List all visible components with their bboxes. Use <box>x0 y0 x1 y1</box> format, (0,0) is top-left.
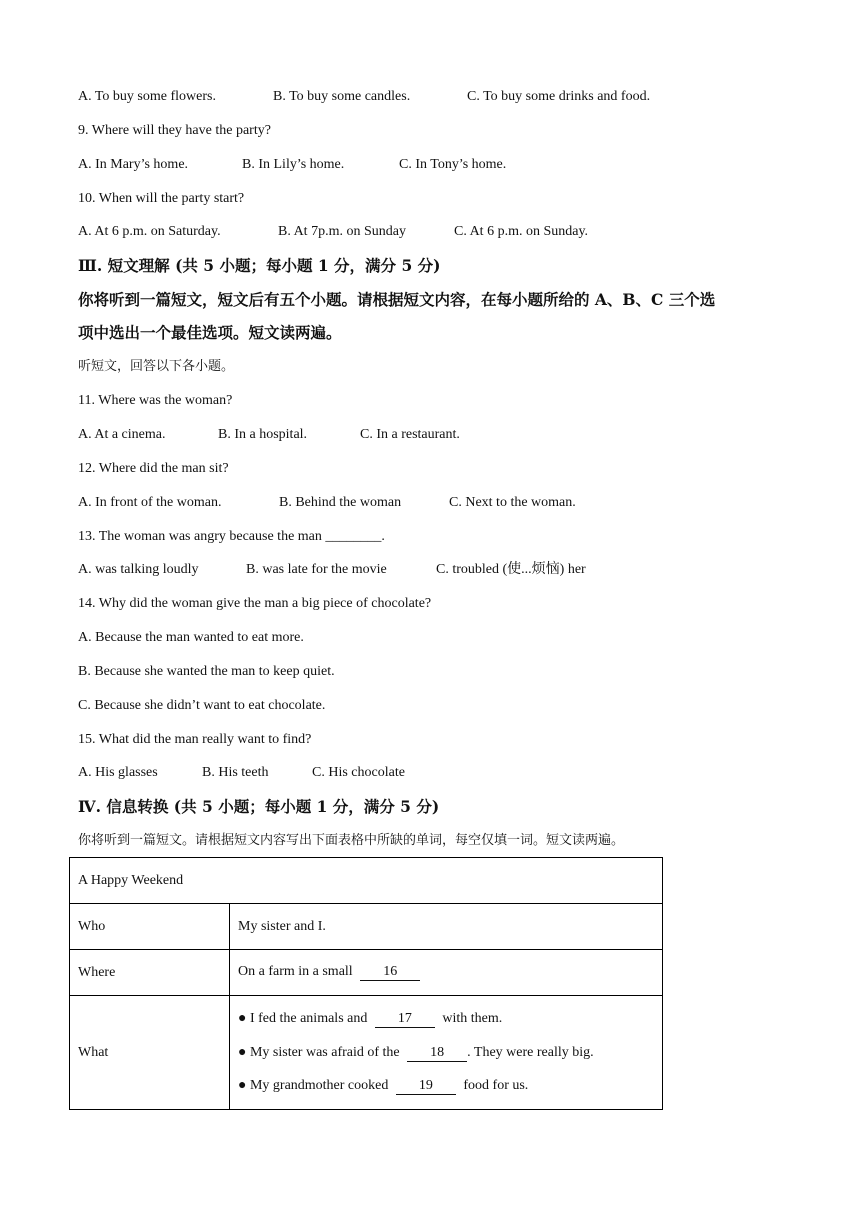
q12-question: 12. Where did the man sit? <box>78 461 229 476</box>
who-label: Who <box>70 904 230 950</box>
q10-option-c: C. At 6 p.m. on Sunday. <box>454 224 589 239</box>
q15-question: 15. What did the man really want to find? <box>78 732 312 747</box>
section-4-instruction: 你将听到一篇短文。请根据短文内容写出下面表格中所缺的单词，每空仅填一词。短文读两遍。 <box>78 833 625 848</box>
what1-suffix: with them. <box>442 1011 503 1027</box>
q11-question: 11. Where was the woman? <box>78 393 233 408</box>
who-value: My sister and I. <box>230 904 663 950</box>
q13-option-a: A. was talking loudly <box>78 562 199 577</box>
what3-suffix: food for us. <box>463 1078 529 1094</box>
q9-question: 9. Where will they have the party? <box>78 123 271 138</box>
blank-18[interactable]: 18 <box>407 1045 467 1062</box>
where-prefix: On a farm in a small <box>238 964 353 979</box>
what-item-2 <box>238 1036 654 1070</box>
q8-option-a: A. To buy some flowers. <box>78 89 216 104</box>
q8-option-c: C. To buy some drinks and food. <box>467 89 651 104</box>
q11-options <box>78 425 460 445</box>
section-3-title: Ⅲ. 短文理解 (共 5 小题；每小题 1 分，满分 5 分) <box>78 256 441 275</box>
q13-option-b: B. was late for the movie <box>246 562 387 577</box>
q11-option-a: A. At a cinema. <box>78 427 166 442</box>
what-item-1 <box>238 1002 654 1036</box>
q13-options <box>78 560 586 580</box>
q8-option-b: B. To buy some candles. <box>273 89 411 104</box>
q15-option-c: C. His chocolate <box>312 765 405 780</box>
q12-options <box>78 493 576 513</box>
table-row <box>70 996 663 1110</box>
q14-option-b: B. Because she wanted the man to keep quiet. <box>78 664 335 679</box>
q15-option-a: A. His glasses <box>78 765 158 780</box>
blank-17[interactable]: 17 <box>375 1011 435 1028</box>
what3-prefix: ● My grandmother cooked <box>238 1078 389 1094</box>
section-3-instruction-2: 项中选出一个最佳选项。短文读两遍。 <box>78 323 342 342</box>
q9-option-a: A. In Mary’s home. <box>78 157 189 172</box>
q14-option-c: C. Because she didn’t want to eat chocolate. <box>78 698 326 713</box>
q10-option-b: B. At 7p.m. on Sunday <box>278 224 406 239</box>
q15-option-b: B. His teeth <box>202 765 269 780</box>
what-value <box>230 996 663 1110</box>
q13-question: 13. The woman was angry because the man ________. <box>78 529 385 544</box>
blank-16[interactable]: 16 <box>360 964 420 981</box>
table-row <box>70 904 663 950</box>
section-3-subtitle: 听短文，回答以下各小题。 <box>78 359 235 374</box>
section-4-title: Ⅳ. 信息转换 (共 5 小题；每小题 1 分，满分 5 分) <box>78 797 440 816</box>
q9-option-b: B. In Lily’s home. <box>242 157 345 172</box>
section-3-instruction-1: 你将听到一篇短文，短文后有五个小题。请根据短文内容，在每小题所给的 A、B、C 三个选 <box>78 290 716 309</box>
q11-option-b: B. In a hospital. <box>218 427 308 442</box>
q12-option-c: C. Next to the woman. <box>449 495 576 510</box>
q10-question: 10. When will the party start? <box>78 191 245 206</box>
table-title: A Happy Weekend <box>70 858 663 904</box>
info-table <box>69 857 663 1110</box>
q10-option-a: A. At 6 p.m. on Saturday. <box>78 224 221 239</box>
q8-options <box>78 87 650 107</box>
q15-options <box>78 763 405 783</box>
q10-options <box>78 222 588 242</box>
what1-prefix: ● I fed the animals and <box>238 1011 368 1027</box>
q9-option-c: C. In Tony’s home. <box>399 157 507 172</box>
what2-prefix: ● My sister was afraid of the <box>238 1044 400 1060</box>
where-label: Where <box>70 950 230 996</box>
q14-option-a: A. Because the man wanted to eat more. <box>78 630 304 645</box>
table-row <box>70 950 663 996</box>
q9-options <box>78 155 506 175</box>
q14-question: 14. Why did the woman give the man a big piece of chocolate? <box>78 596 432 611</box>
q13-option-c: C. troubled (使...烦恼) her <box>436 562 586 577</box>
blank-19[interactable]: 19 <box>396 1078 456 1095</box>
where-value <box>230 950 663 996</box>
what-label: What <box>70 996 230 1110</box>
q11-option-c: C. In a restaurant. <box>360 427 460 442</box>
what2-suffix: . They were really big. <box>467 1044 594 1060</box>
q12-option-a: A. In front of the woman. <box>78 495 222 510</box>
what-item-3 <box>238 1069 654 1103</box>
q12-option-b: B. Behind the woman <box>279 495 402 510</box>
